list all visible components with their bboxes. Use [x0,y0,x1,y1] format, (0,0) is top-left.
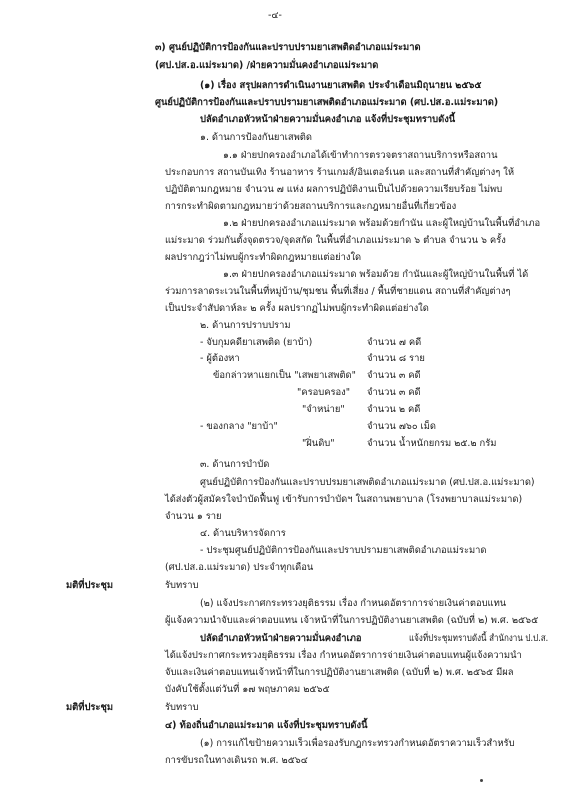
suppression-item-value: จำนวน ๗๖๐ เม็ด [367,421,436,432]
paragraph-1-3: เป็นประจำสัปดาห์ละ ๒ ครั้ง ผลปรากฏไม่พบผู้กระทำผิดแต่อย่างใด [165,303,429,314]
suppression-item-value: จำนวน ๒ คดี [367,404,421,415]
section-3-heading: ๓) ศูนย์ปฏิบัติการป้องกันและปราบปรามยาเสพติดอำเภอแม่ระมาด [155,42,421,53]
suppression-item-value: จำนวน ๗ คดี [367,337,422,348]
paragraph-1-3: ร่วมการลาดระเวนในพื้นที่หมู่บ้าน/ชุมชน พื้นที่เสี่ยง / พื้นที่ชายแดน สถานที่สำคัญต่างๆ [165,286,511,297]
section-4-heading: ๔) ท้องถิ่นอำเภอแม่ระมาด แจ้งที่ประชุมทราบดังนี้ [165,720,368,731]
suppression-item-value: จำนวน ๓ คดี [367,387,421,398]
section-4-item: การขับรถในทางเดินรถ พ.ศ. ๒๕๖๔ [165,755,308,766]
suppression-item-value: จำนวน ๓ คดี [367,370,421,381]
paragraph-1-1: ๑.๑ ฝ่ายปกครองอำเภอได้เข้าทำการตรวจตราสถานบริการหรือสถาน [223,150,498,161]
suppression-item-label: "จำหน่าย" [302,404,345,415]
treatment-paragraph: ศูนย์ปฏิบัติการป้องกันและปราบปรมยาเสพติดอำเภอแม่ระมาด (ศป.ปส.อ.แม่ระมาด) [200,477,535,488]
paragraph-1-2: ผลปรากฎว่าไม่พบผู้กระทำผิดกฎหมายแต่อย่างใด [165,252,362,263]
paragraph-1-1: ประกอบการ สถานบันเทิง ร้านอาหาร ร้านเกมส์/อินเตอร์เนต และสถานที่สำคัญต่างๆ ให้ [165,167,515,178]
resolution-text: รับทราบ [165,702,199,713]
suppression-item-value: จำนวน ๘ ราย [367,353,425,364]
topic-1-reporter: ปลัดอำเภอหัวหน้าฝ่ายความมั่นคงอำเภอ แจ้งที่ประชุมทราบดังนี้ [200,114,456,125]
management-item: - ประชุมศูนย์ปฏิบัติการป้องกันและปราบปรามยาเสพติดอำเภอแม่ระมาด [200,545,487,556]
management-heading: ๔. ด้านบริหารจัดการ [200,528,286,539]
section-4-item: (๑) การแก้ไขป้ายความเร็วเพื่อรองรับกฎกระทรวงกำหนดอัตราความเร็วสำหรับ [200,738,515,749]
suppression-item-label: - ผู้ต้องหา [200,353,240,364]
suppression-item-label: "ฝิ่นดิบ" [302,438,335,449]
section-3-subheading: (ศป.ปส.อ.แม่ระมาด) /ฝ่ายความมั่นคงอำเภอแม่ระมาด [155,60,379,71]
suppression-item-label: - จับกุมคดียาเสพติด (ยาบ้า) [200,337,313,348]
suppression-item-label: - ของกลาง "ยาบ้า" [200,421,278,432]
suppression-item-value: จำนวน น้ำหนักยกรม ๒๕.๒ กรัม [367,438,497,449]
paragraph-1-2: ๑.๒ ฝ่ายปกครองอำเภอแม่ระมาด พร้อมด้วยกำนัน และผู้ใหญ่บ้านในพื้นที่อำเภอ [223,218,541,229]
topic-1-center: ศูนย์ปฏิบัติการป้องกันและปราบปรามยาเสพติดอำเภอแม่ระมาด (ศป.ปส.อ.แม่ระมาด) [155,97,499,108]
paragraph-1-1: การกระทำผิดตามกฎหมายว่าด้วยสถานบริการและกฎหมายอื่นที่เกี่ยวข้อง [165,201,457,212]
paragraph-1-2: แม่ระมาด ร่วมกันตั้งจุดตรวจ/จุดสกัด ในพื้นที่อำเภอแม่ระมาด ๖ ตำบล จำนวน ๖ ครั้ง [165,235,506,246]
topic-2-title: ผู้แจ้งความนำจับและค่าตอบแทน เจ้าหน้าที่ในการปฏิบัติงานยาเสพติด (ฉบับที่ ๒) พ.ศ. ๒๕๖๕ [165,615,539,626]
suppression-heading: ๒. ด้านการปราบปราม [200,320,291,331]
suppression-item-label: "ครอบครอง" [297,387,351,398]
page-number: -๔- [268,10,282,21]
resolution-label: มติที่ประชุม [66,702,114,713]
treatment-heading: ๓. ด้านการบำบัด [200,459,270,470]
treatment-paragraph: ได้ส่งตัวผู้สมัครใจบำบัดฟื้นฟู เข้ารับการบำบัดฯ ในสถานพยาบาล (โรงพยาบาลแม่ระมาด) [165,494,523,505]
suppression-item-label: ข้อกล่าวหาแยกเป็น "เสพยาเสพติด" [213,370,356,381]
topic-2-reporter: ปลัดอำเภอหัวหน้าฝ่ายความมั่นคงอำเภอ [200,633,362,644]
topic-2-paragraph: บังคับใช้ตั้งแต่วันที่ ๑๗ พฤษภาคม ๒๕๖๕ [165,684,330,695]
paragraph-1-1: ปฏิบัติตามกฎหมาย จำนวน ๗ แห่ง ผลการปฏิบัติงานเป็นไปด้วยความเรียบร้อย ไม่พบ [165,184,503,195]
topic-2-paragraph: แจ้งที่ประชุมทราบดังนี้ สำนักงาน ป.ป.ส. [409,633,549,644]
topic-2-title: (๒) แจ้งประกาศกระทรวงยุติธรรม เรื่อง กำหนดอัตราการจ่ายเงินค่าตอบแทน [200,598,507,609]
topic-2-paragraph: จับและเงินค่าตอบแทนเจ้าหน้าที่ในการปฏิบัติงานยาเสพติด (ฉบับที่ ๒) พ.ศ. ๒๕๖๕ มีผล [165,667,514,678]
scan-speck [480,779,483,782]
topic-2-paragraph: ได้แจ้งประกาศกระทรวงยุติธรรม เรื่อง กำหนดอัตราการจ่ายเงินค่าตอบแทนผู้แจ้งความนำ [165,650,522,661]
treatment-paragraph: จำนวน ๑ ราย [165,511,222,522]
resolution-label: มติที่ประชุม [66,580,114,591]
paragraph-1-3: ๑.๓ ฝ่ายปกครองอำเภอแม่ระมาด พร้อมด้วย กำนันและผู้ใหญ่บ้านในพื้นที่ ได้ [223,269,529,280]
topic-1-title: (๑) เรื่อง สรุปผลการดำเนินงานยาเสพติด ประจำเดือนมิถุนายน ๒๕๖๕ [200,80,482,91]
management-item: (ศป.ปส.อ.แม่ระมาด) ประจำทุกเดือน [165,562,314,573]
prevention-heading: ๑. ด้านการป้องกันยาเสพติด [200,132,312,143]
resolution-text: รับทราบ [165,580,199,591]
